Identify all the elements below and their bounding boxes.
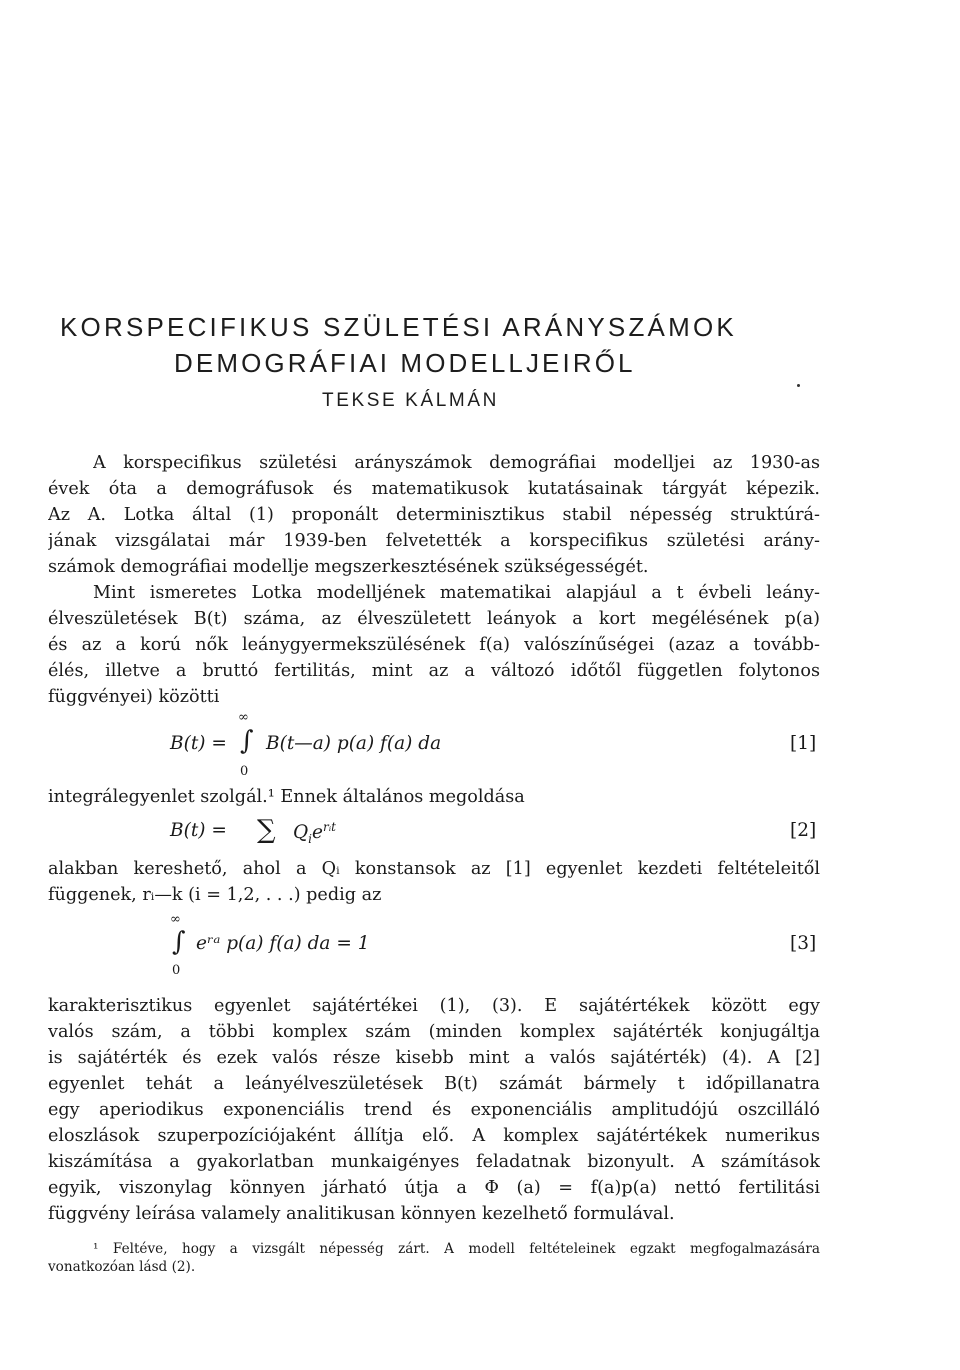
- paragraph-2-line: élveszületések B(t) száma, az élveszületett leányok a kort megélésének p(a): [48, 609, 820, 629]
- paragraph-3-line: egy aperiodikus exponenciális trend és exponenciális amplitudójú oszcilláló: [48, 1100, 820, 1120]
- title-line-2: DEMOGRÁFIAI MODELLJEIRŐL: [174, 348, 636, 378]
- title-line-1: KORSPECIFIKUS SZÜLETÉSI ARÁNYSZÁMOK: [60, 312, 737, 342]
- paragraph-3-line: egyenlet tehát a leányélveszületések B(t) számát bármely t időpillanatra: [48, 1074, 820, 1094]
- paragraph-3-line: függvény leírása valamely analitikusan könnyen kezelhető formulával.: [48, 1204, 675, 1224]
- paragraph-1-line: jának vizsgálatai már 1939-ben felvetették a korspecifikus születési arány-: [48, 531, 820, 551]
- paragraph-3-line: is sajátérték és ezek valós része kisebb mint a valós sajátérték) (4). A [2]: [48, 1048, 820, 1068]
- eq1-integral-sign: ∫: [240, 726, 254, 756]
- text-line: függenek, rᵢ—k (i = 1,2, . . .) pedig az: [48, 885, 382, 905]
- eq2-sum-sign: ∑: [257, 815, 276, 845]
- paragraph-1-line: Az A. Lotka által (1) proponált determinisztikus stabil népesség struktúrá-: [48, 505, 820, 525]
- eq2-coefficient: $Q_ie^{rᵢt}$: [293, 820, 336, 846]
- eq3-number: [3]: [790, 933, 817, 954]
- text-line: alakban kereshető, ahol a Qᵢ konstansok az [1] egyenlet kezdeti feltételeitől: [48, 859, 820, 879]
- paragraph-3-line: kiszámítása a gyakorlatban munkaigényes feladatnak bizonyult. A számítások: [48, 1152, 820, 1172]
- paragraph-1-line: évek óta a demográfusok és matematikusok kutatásainak tárgyát képezik.: [48, 479, 820, 499]
- paragraph-3-line: valós szám, a többi komplex szám (minden komplex sajátérték konjugáltja: [48, 1022, 820, 1042]
- footnote-line: vonatkozóan lásd (2).: [48, 1259, 196, 1275]
- footnote-line: ¹ Feltéve, hogy a vizsgált népesség zárt. A modell feltételeinek egzakt megfogalmazására: [93, 1241, 820, 1257]
- eq1-rhs: B(t—a) p(a) f(a) da: [266, 733, 442, 754]
- paragraph-3-line: eloszlások szuperpozíciójaként állítja elő. A komplex sajátértékek numerikus: [48, 1126, 820, 1146]
- paragraph-1-line: számok demográfiai modellje megszerkesztésének szükségességét.: [48, 557, 649, 577]
- paragraph-2-line: Mint ismeretes Lotka modelljének matematikai alapjául a t évbeli leány-: [93, 583, 820, 603]
- paragraph-1-line: A korspecifikus születési arányszámok demográfiai modelljei az 1930-as: [93, 453, 820, 473]
- author: TEKSE KÁLMÁN: [322, 390, 499, 411]
- eq2-number: [2]: [790, 820, 817, 841]
- paragraph-2-line: és az a korú nők leánygyermekszülésének f(a) valószínűségei (azaz a tovább-: [48, 635, 820, 655]
- paragraph-3-line: egyik, viszonylag könnyen járható útja a Φ (a) = f(a)p(a) nettó fertilitási: [48, 1178, 820, 1198]
- text-line: integrálegyenlet szolgál.¹ Ennek általános megoldása: [48, 787, 525, 807]
- eq1-upper-limit: ∞: [238, 710, 249, 725]
- paragraph-3-line: karakterisztikus egyenlet sajátértékei (1), (3). E sajátértékek között egy: [48, 996, 820, 1016]
- eq3-lower-limit: 0: [172, 963, 181, 978]
- eq1-number: [1]: [790, 733, 817, 754]
- scan-speck: [797, 384, 800, 387]
- eq3-rhs: eʳᵃ p(a) f(a) da = 1: [196, 933, 370, 954]
- eq1-lhs: B(t) =: [170, 733, 227, 754]
- eq1-lower-limit: 0: [240, 764, 249, 779]
- eq2-lhs: B(t) =: [170, 820, 227, 841]
- eq3-upper-limit: ∞: [170, 912, 181, 927]
- eq3-integral-sign: ∫: [172, 927, 186, 957]
- paragraph-2-line: élés, illetve a bruttó fertilitás, mint az a változó időtől független folytonos: [48, 661, 820, 681]
- paragraph-2-line: függvényei) közötti: [48, 687, 220, 707]
